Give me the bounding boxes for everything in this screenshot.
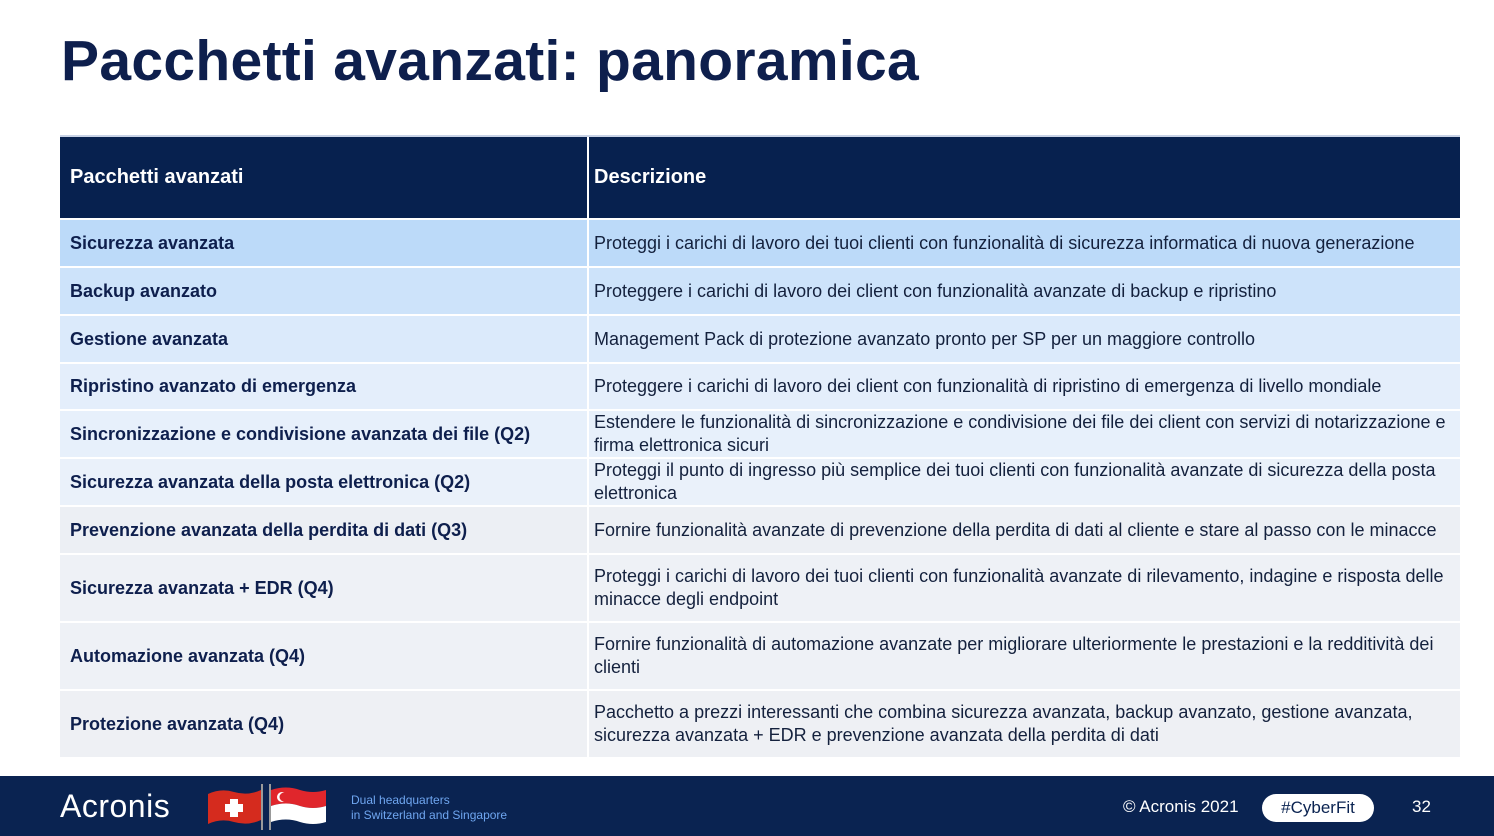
copyright-text: © Acronis 2021	[1123, 797, 1239, 816]
header-packages: Pacchetti avanzati	[60, 136, 588, 219]
table-row	[60, 315, 1460, 363]
package-name: Sicurezza avanzata + EDR (Q4)	[60, 554, 588, 622]
package-name: Protezione avanzata (Q4)	[60, 690, 588, 757]
page-number: 32	[1412, 797, 1431, 816]
table-header-row	[60, 136, 1460, 219]
package-name: Sincronizzazione e condivisione avanzata dei file (Q2)	[60, 410, 588, 458]
package-description: Estendere le funzionalità di sincronizzazione e condivisione dei file dei client con servizi di notarizzazione e firma elettronica sicuri	[588, 410, 1460, 458]
package-name: Sicurezza avanzata della posta elettronica (Q2)	[60, 458, 588, 506]
package-description: Fornire funzionalità avanzate di prevenzione della perdita di dati al cliente e stare al passo con le minacce	[588, 506, 1460, 554]
package-description: Proteggi i carichi di lavoro dei tuoi clienti con funzionalità di sicurezza informatica di nuova generazione	[588, 219, 1460, 267]
packages-table	[60, 135, 1460, 757]
cyberfit-tag: #CyberFit	[1262, 794, 1374, 822]
package-name: Sicurezza avanzata	[60, 219, 588, 267]
package-description: Fornire funzionalità di automazione avanzate per migliorare ulteriormente le prestazioni e la redditività dei clienti	[588, 622, 1460, 690]
table-row	[60, 506, 1460, 554]
package-description: Pacchetto a prezzi interessanti che combina sicurezza avanzata, backup avanzato, gestione avanzata, sicurezza avanzata + EDR e prevenzione avanzata della perdita di dati	[588, 690, 1460, 757]
package-name: Automazione avanzata (Q4)	[60, 622, 588, 690]
acronis-logo: Acronis	[60, 788, 171, 824]
package-description: Proteggi il punto di ingresso più semplice dei tuoi clienti con funzionalità avanzate di sicurezza della posta elettronica	[588, 458, 1460, 506]
singapore-flag-icon	[268, 782, 326, 830]
package-name: Prevenzione avanzata della perdita di dati (Q3)	[60, 506, 588, 554]
package-name: Gestione avanzata	[60, 315, 588, 363]
table-row	[60, 219, 1460, 267]
table-row	[60, 458, 1460, 506]
switzerland-flag-icon	[206, 782, 264, 830]
package-description: Proteggere i carichi di lavoro dei client con funzionalità di ripristino di emergenza di livello mondiale	[588, 363, 1460, 410]
headquarters-note	[351, 793, 507, 823]
package-description: Management Pack di protezione avanzato pronto per SP per un maggiore controllo	[588, 315, 1460, 363]
table-row	[60, 267, 1460, 315]
table-row	[60, 410, 1460, 458]
footer-bar	[0, 776, 1494, 836]
hq-line-1: Dual headquarters	[351, 793, 450, 807]
slide-title: Pacchetti avanzati: panoramica	[61, 29, 919, 93]
hq-line-2: in Switzerland and Singapore	[351, 808, 508, 822]
table-row	[60, 363, 1460, 410]
package-description: Proteggi i carichi di lavoro dei tuoi clienti con funzionalità avanzate di rilevamento, indagine e risposta delle minacce degli endpoint	[588, 554, 1460, 622]
package-name: Ripristino avanzato di emergenza	[60, 363, 588, 410]
package-description: Proteggere i carichi di lavoro dei client con funzionalità avanzate di backup e ripristino	[588, 267, 1460, 315]
package-name: Backup avanzato	[60, 267, 588, 315]
table-row	[60, 622, 1460, 690]
table-row	[60, 690, 1460, 757]
table-row	[60, 554, 1460, 622]
header-description: Descrizione	[588, 136, 1460, 219]
